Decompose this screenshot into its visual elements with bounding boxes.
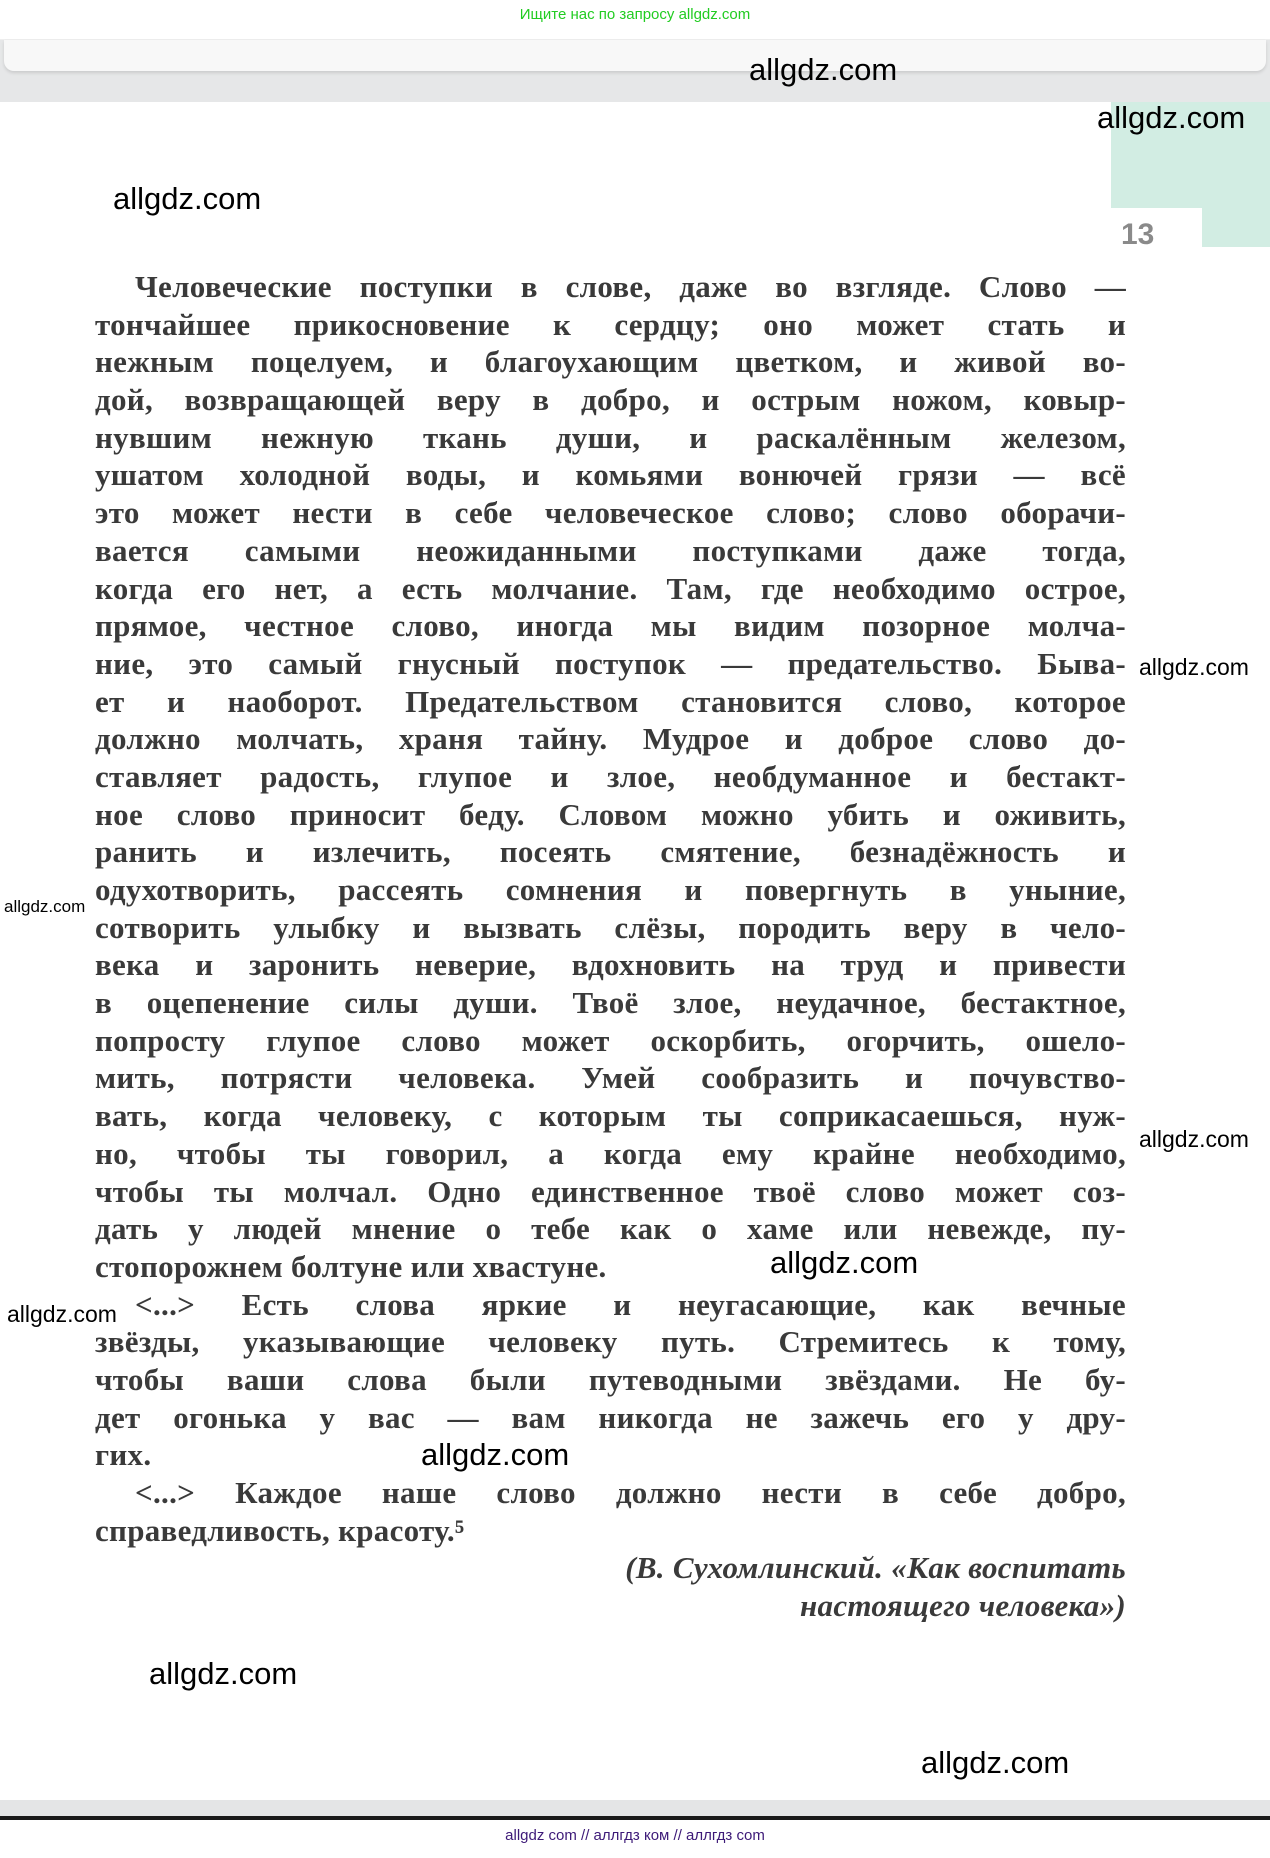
text-line: Человеческие поступки в слове, даже во взгляде. Слово — xyxy=(135,269,1126,304)
text-line: прямое, честное слово, иногда мы видим позорное молча- xyxy=(95,608,1126,644)
page-text xyxy=(95,268,1126,1625)
page-corner-decoration xyxy=(1202,207,1270,247)
text-line: но, чтобы ты говорил, а когда ему крайне необходимо, xyxy=(95,1135,1126,1171)
text-line: сотворить улыбку и вызвать слёзы, породить веру в чело- xyxy=(95,909,1126,945)
text-line: мить, потрясти человека. Умей сообразить и почувство- xyxy=(95,1060,1126,1096)
text-line: дать у людей мнение о тебе как о хаме или невежде, пу- xyxy=(95,1211,1126,1247)
text-line: века и заронить неверие, вдохновить на труд и привести xyxy=(95,947,1126,983)
text-line: нувшим нежную ткань души, и раскалённым железом, xyxy=(95,419,1126,455)
text-line: ет и наоборот. Предательством становится слово, которое xyxy=(95,683,1126,719)
top-bar xyxy=(0,0,1270,40)
watermark: allgdz.com xyxy=(149,1656,298,1691)
text-line: когда его нет, а есть молчание. Там, где необходимо острое, xyxy=(95,570,1126,606)
watermark: allgdz.com xyxy=(421,1437,570,1472)
viewer-band xyxy=(0,40,1270,102)
text-line: тончайшее прикосновение к сердцу; оно может стать и xyxy=(95,306,1126,342)
text-line: ное слово приносит беду. Словом можно убить и оживить, xyxy=(95,796,1126,832)
watermark: allgdz.com xyxy=(749,52,898,87)
text-line: звёзды, указывающие человеку путь. Стремитесь к тому, xyxy=(95,1324,1126,1360)
text-line: в оцепенение силы души. Твоё злое, неудачное, бестактное, xyxy=(95,985,1126,1021)
text-line: одухотворить, рассеять сомнения и повергнуть в уныние, xyxy=(95,872,1126,907)
page-number: 13 xyxy=(1121,218,1155,251)
watermark: allgdz.com xyxy=(1097,100,1246,135)
watermark: allgdz.com xyxy=(7,1301,117,1327)
text-line: ние, это самый гнусный поступок — предательство. Быва- xyxy=(95,645,1126,681)
watermark: allgdz.com xyxy=(1139,654,1249,680)
text-line: это может нести в себе человеческое слово; слово оборачи- xyxy=(95,495,1126,531)
text-line: <...> Каждое наше слово должно нести в себе добро, xyxy=(135,1475,1126,1510)
divider xyxy=(0,1816,1270,1820)
text-line: гих. xyxy=(95,1437,152,1473)
text-line: вать, когда человеку, с которым ты соприкасаешься, нуж- xyxy=(95,1098,1126,1134)
watermark: allgdz.com xyxy=(4,897,86,916)
text-line: (В. Сухомлинский. «Как воспитать xyxy=(625,1550,1126,1586)
previous-page-edge xyxy=(4,40,1266,71)
viewer-band-bottom xyxy=(0,1800,1270,1817)
watermark: allgdz.com xyxy=(1139,1126,1249,1152)
text-line: ранить и излечить, посеять смятение, безнадёжность и xyxy=(95,834,1126,870)
text-line: нежным поцелуем, и благоухающим цветком, и живой во- xyxy=(95,344,1126,380)
watermark: allgdz.com xyxy=(770,1245,919,1280)
text-line: чтобы ваши слова были путеводными звёздами. Не бу- xyxy=(95,1361,1126,1397)
watermark: allgdz.com xyxy=(113,181,262,216)
text-line: справедливость, красоту.⁵ xyxy=(95,1512,465,1548)
watermark: allgdz.com xyxy=(921,1745,1070,1780)
text-line: дет огонька у вас — вам никогда не зажечь его у дру- xyxy=(95,1399,1126,1435)
text-line: <...> Есть слова яркие и неугасающие, как вечные xyxy=(135,1286,1126,1322)
footer-links[interactable]: allgdz com // аллгдз ком // аллгдз com xyxy=(505,1827,765,1844)
text-line: дой, возвращающей веру в добро, и острым ножом, ковыр- xyxy=(95,382,1126,418)
text-line: ушатом холодной воды, и комьями вонючей грязи — всё xyxy=(95,457,1126,493)
text-line: вается самыми неожиданными поступками даже тогда, xyxy=(95,532,1126,568)
search-promo-text[interactable]: Ищите нас по запросу allgdz.com xyxy=(519,6,751,23)
text-line: стопорожнем болтуне или хвастуне. xyxy=(95,1248,607,1284)
text-line: попросту глупое слово может оскорбить, огорчить, ошело- xyxy=(95,1022,1126,1058)
text-line: должно молчать, храня тайну. Мудрое и доброе слово до- xyxy=(95,721,1126,757)
text-line: ставляет радость, глупое и злое, необдуманное и бестакт- xyxy=(95,758,1126,794)
text-line: настоящего человека») xyxy=(800,1588,1126,1624)
text-line: чтобы ты молчал. Одно единственное твоё слово может соз- xyxy=(95,1173,1126,1209)
